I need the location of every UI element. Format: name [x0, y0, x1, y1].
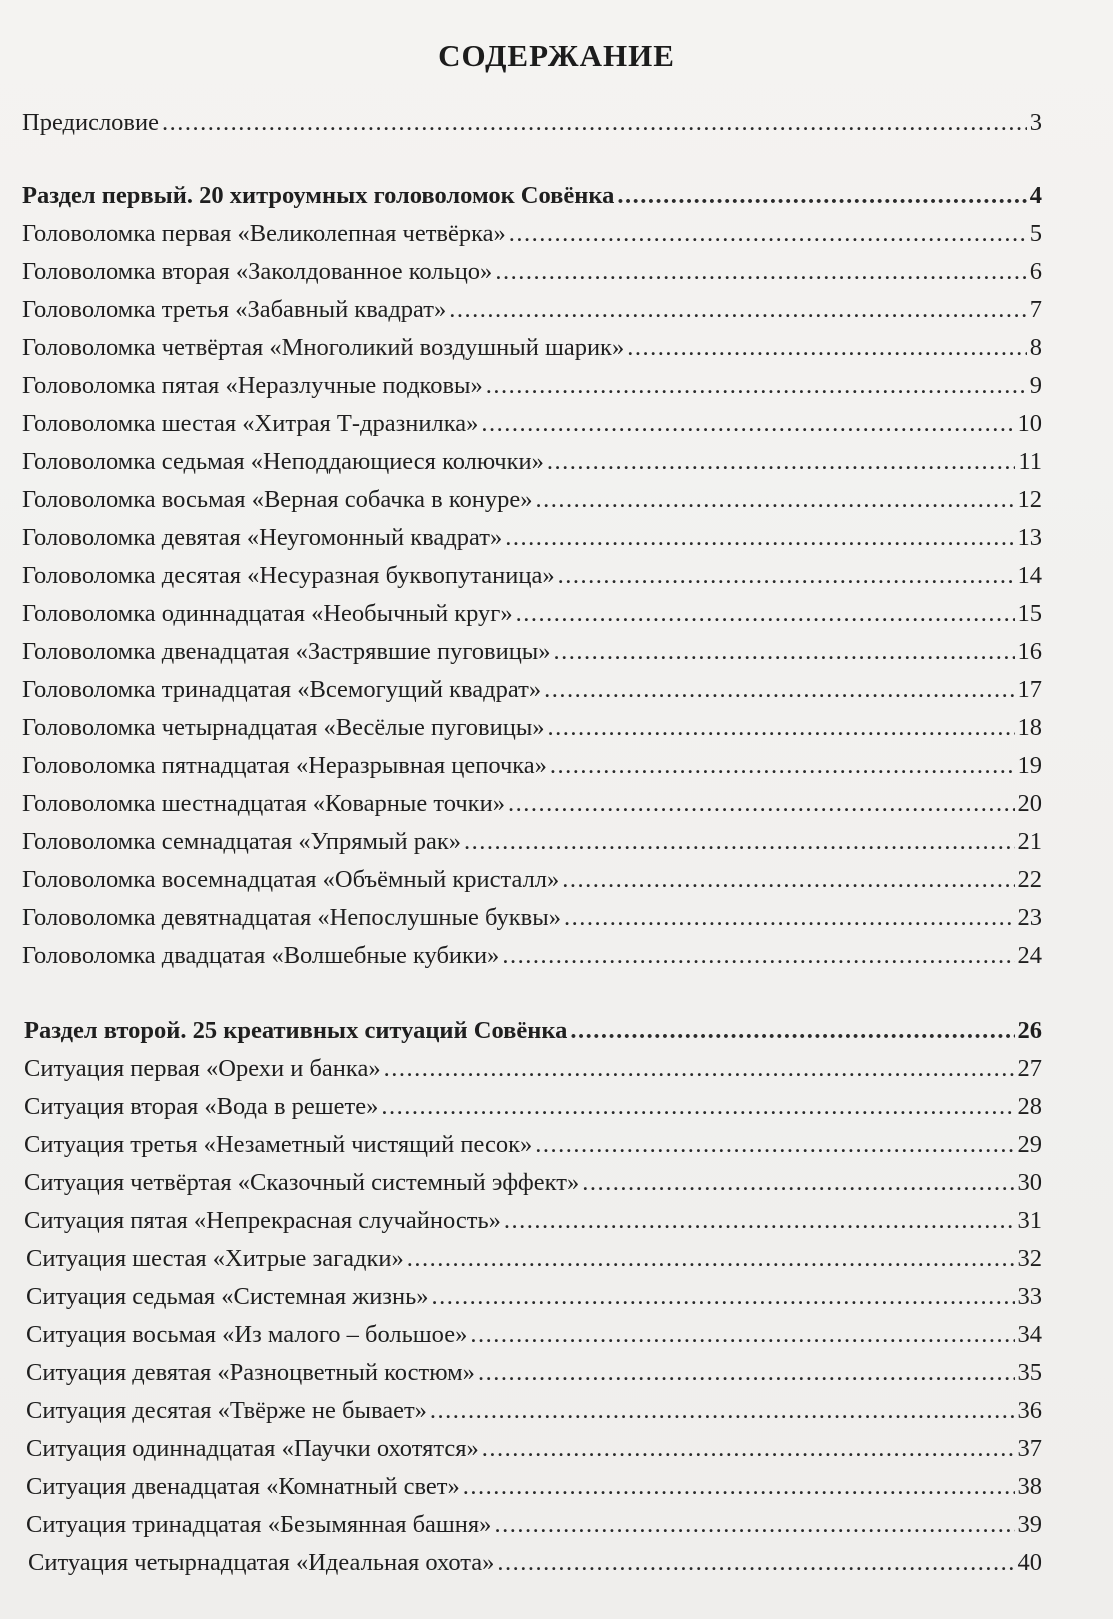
- toc-entry: [26, 1469, 1042, 1505]
- toc-entry-title: Ситуация третья «Незаметный чистящий песок»: [24, 1131, 533, 1158]
- toc-entry: [28, 1545, 1042, 1581]
- dot-leader: [535, 1127, 1014, 1163]
- toc-entry-title: Ситуация пятая «Непрекрасная случайность»: [24, 1207, 501, 1234]
- toc-entry-title: Ситуация тринадцатая «Безымянная башня»: [26, 1511, 492, 1538]
- dot-leader: [470, 1317, 1014, 1353]
- toc-entry-title: Головоломка четвёртая «Многоликий воздушный шарик»: [22, 334, 625, 361]
- toc-page-number: 4: [1029, 182, 1042, 209]
- toc-entry-title: Головоломка десятая «Несуразная буквопутаница»: [22, 562, 555, 589]
- toc-page-number: 10: [1017, 410, 1042, 437]
- toc-entry-title: Ситуация восьмая «Из малого – большое»: [26, 1321, 468, 1348]
- toc-page-number: 18: [1017, 714, 1042, 741]
- toc-entry: [24, 1203, 1042, 1239]
- dot-leader: [509, 216, 1027, 252]
- dot-leader: [495, 254, 1026, 290]
- dot-leader: [381, 1089, 1014, 1125]
- toc-page-number: 13: [1017, 524, 1042, 551]
- toc-page-number: 29: [1017, 1131, 1042, 1158]
- toc-entry: [22, 862, 1042, 898]
- toc-page-number: 33: [1017, 1283, 1042, 1310]
- toc-entry-title: Головоломка двенадцатая «Застрявшие пуговицы»: [22, 638, 551, 665]
- toc-page-number: 34: [1017, 1321, 1042, 1348]
- toc-page-number: 23: [1017, 904, 1042, 931]
- toc-entry: [22, 330, 1042, 366]
- toc-entry-title: Головоломка семнадцатая «Упрямый рак»: [22, 828, 461, 855]
- toc-page-number: 9: [1029, 372, 1042, 399]
- dot-leader: [617, 178, 1026, 214]
- toc-entry: [22, 634, 1042, 670]
- toc-entry-title: Ситуация двенадцатая «Комнатный свет»: [26, 1473, 460, 1500]
- dot-leader: [464, 824, 1015, 860]
- dot-leader: [508, 786, 1015, 822]
- dot-leader: [486, 368, 1027, 404]
- toc-entry-title: Ситуация одиннадцатая «Паучки охотятся»: [26, 1435, 479, 1462]
- dot-leader: [407, 1241, 1015, 1277]
- toc-entry: [26, 1317, 1042, 1353]
- toc-page-number: 12: [1017, 486, 1042, 513]
- dot-leader: [548, 710, 1015, 746]
- toc-entry: [22, 596, 1042, 632]
- dot-leader: [570, 1013, 1014, 1049]
- toc-page-number: 11: [1018, 448, 1042, 475]
- toc-entry: [22, 292, 1042, 328]
- toc-entry-title: Головоломка тринадцатая «Всемогущий квадрат»: [22, 676, 542, 703]
- toc-entry: [24, 1089, 1042, 1125]
- toc-entry-title: Ситуация шестая «Хитрые загадки»: [26, 1245, 404, 1272]
- toc-entry: [24, 1165, 1042, 1201]
- toc-page-number: 6: [1029, 258, 1042, 285]
- toc-page-number: 21: [1017, 828, 1042, 855]
- toc-page-number: 24: [1017, 942, 1042, 969]
- dot-leader: [516, 596, 1015, 632]
- toc-entry-title: Головоломка четырнадцатая «Весёлые пуговицы»: [22, 714, 545, 741]
- dot-leader: [432, 1279, 1015, 1315]
- toc-entry-title: Головоломка одиннадцатая «Необычный круг»: [22, 600, 513, 627]
- toc-entry: [22, 558, 1042, 594]
- toc-page-number: 31: [1017, 1207, 1042, 1234]
- toc-page-number: 8: [1029, 334, 1042, 361]
- toc-entry: [26, 1241, 1042, 1277]
- dot-leader: [535, 482, 1014, 518]
- toc-page-number: 38: [1017, 1473, 1042, 1500]
- toc-entry: [22, 444, 1042, 480]
- dot-leader: [564, 900, 1015, 936]
- toc-entry-title: Головоломка восьмая «Верная собачка в конуре»: [22, 486, 533, 513]
- toc-entry: [22, 406, 1042, 442]
- toc-entry-title: Ситуация десятая «Твёрже не бывает»: [26, 1397, 427, 1424]
- toc-entry-title: Головоломка восемнадцатая «Объёмный кристалл»: [22, 866, 560, 893]
- toc-entry: [22, 748, 1042, 784]
- toc-entry-title: Головоломка пятая «Неразлучные подковы»: [22, 372, 483, 399]
- dot-leader: [494, 1507, 1014, 1543]
- dot-leader: [627, 330, 1027, 366]
- toc-page-number: 35: [1017, 1359, 1042, 1386]
- toc-entry-title: Головоломка пятнадцатая «Неразрывная цепочка»: [22, 752, 547, 779]
- toc-page-number: 36: [1017, 1397, 1042, 1424]
- toc-page-number: 16: [1017, 638, 1042, 665]
- toc-page-number: 39: [1017, 1511, 1042, 1538]
- toc-entry: [26, 1507, 1042, 1543]
- dot-leader: [562, 862, 1014, 898]
- toc-page-number: 20: [1017, 790, 1042, 817]
- dot-leader: [482, 1431, 1015, 1467]
- dot-leader: [463, 1469, 1015, 1505]
- dot-leader: [449, 292, 1027, 328]
- toc-page-number: 30: [1017, 1169, 1042, 1196]
- toc-page-number: 19: [1017, 752, 1042, 779]
- toc-entry: [22, 710, 1042, 746]
- toc-entry-title: Ситуация седьмая «Системная жизнь»: [26, 1283, 429, 1310]
- toc-entry-title: Головоломка двадцатая «Волшебные кубики»: [22, 942, 500, 969]
- dot-leader: [481, 406, 1014, 442]
- toc-entry-title: Головоломка седьмая «Неподдающиеся колючки»: [22, 448, 544, 475]
- dot-leader: [504, 1203, 1015, 1239]
- toc-page-number: 27: [1017, 1055, 1042, 1082]
- dot-leader: [478, 1355, 1015, 1391]
- toc-page-number: 37: [1017, 1435, 1042, 1462]
- toc-entry: [24, 1127, 1042, 1163]
- page-title: СОДЕРЖАНИЕ: [438, 38, 675, 73]
- toc-entry-title: Головоломка девятнадцатая «Непослушные буквы»: [22, 904, 561, 931]
- toc-page-number: 14: [1017, 562, 1042, 589]
- dot-leader: [162, 105, 1027, 141]
- toc-entry-title: Головоломка первая «Великолепная четвёрка»: [22, 220, 506, 247]
- toc-entry-title: Ситуация вторая «Вода в решете»: [24, 1093, 379, 1120]
- toc-entry: [22, 216, 1042, 252]
- toc-entry: [22, 900, 1042, 936]
- toc-page-number: 5: [1029, 220, 1042, 247]
- toc-page-number: 26: [1017, 1017, 1042, 1044]
- dot-leader: [547, 444, 1016, 480]
- dot-leader: [384, 1051, 1015, 1087]
- dot-leader: [505, 520, 1014, 556]
- toc-page-number: 22: [1017, 866, 1042, 893]
- toc-entry: [22, 368, 1042, 404]
- toc-page-number: 7: [1029, 296, 1042, 323]
- dot-leader: [582, 1165, 1014, 1201]
- dot-leader: [558, 558, 1015, 594]
- toc-entry: [22, 786, 1042, 822]
- toc-entry-title: Головоломка третья «Забавный квадрат»: [22, 296, 447, 323]
- toc-entry-title: Головоломка шестая «Хитрая Т-дразнилка»: [22, 410, 479, 437]
- toc-entry-title: Головоломка шестнадцатая «Коварные точки»: [22, 790, 505, 817]
- dot-leader: [554, 634, 1015, 670]
- toc-entry-title: Раздел первый. 20 хитроумных головоломок Совёнка: [22, 182, 615, 209]
- toc-entry-title: Раздел второй. 25 креативных ситуаций Совёнка: [24, 1017, 568, 1044]
- toc-section-heading: [24, 1013, 1042, 1049]
- toc-page-number: 17: [1017, 676, 1042, 703]
- toc-section-heading: [22, 178, 1042, 214]
- toc-entry-title: Предисловие: [22, 109, 159, 136]
- dot-leader: [502, 938, 1014, 974]
- toc-page-number: 3: [1029, 109, 1042, 136]
- dot-leader: [544, 672, 1014, 708]
- toc-entry: [22, 672, 1042, 708]
- toc-entry-title: Головоломка вторая «Заколдованное кольцо»: [22, 258, 493, 285]
- toc-entry: [26, 1393, 1042, 1429]
- toc-entry: [24, 1051, 1042, 1087]
- toc-entry-title: Ситуация девятая «Разноцветный костюм»: [26, 1359, 475, 1386]
- toc-page-number: 40: [1017, 1549, 1042, 1576]
- toc-entry-title: Ситуация первая «Орехи и банка»: [24, 1055, 381, 1082]
- toc-entry: [22, 520, 1042, 556]
- toc-entry: [22, 938, 1042, 974]
- toc-page-number: 32: [1017, 1245, 1042, 1272]
- toc-entry: [22, 105, 1042, 141]
- toc-entry: [26, 1431, 1042, 1467]
- toc-page-number: 15: [1017, 600, 1042, 627]
- toc-entry-title: Ситуация четырнадцатая «Идеальная охота»: [28, 1549, 495, 1576]
- dot-leader: [550, 748, 1015, 784]
- toc-entry: [22, 254, 1042, 290]
- toc-entry-title: Ситуация четвёртая «Сказочный системный эффект»: [24, 1169, 580, 1196]
- toc-entry: [22, 482, 1042, 518]
- toc-entry: [22, 824, 1042, 860]
- toc-page-number: 28: [1017, 1093, 1042, 1120]
- dot-leader: [430, 1393, 1015, 1429]
- dot-leader: [497, 1545, 1014, 1581]
- toc-entry: [26, 1279, 1042, 1315]
- toc-entry-title: Головоломка девятая «Неугомонный квадрат»: [22, 524, 503, 551]
- toc-entry: [26, 1355, 1042, 1391]
